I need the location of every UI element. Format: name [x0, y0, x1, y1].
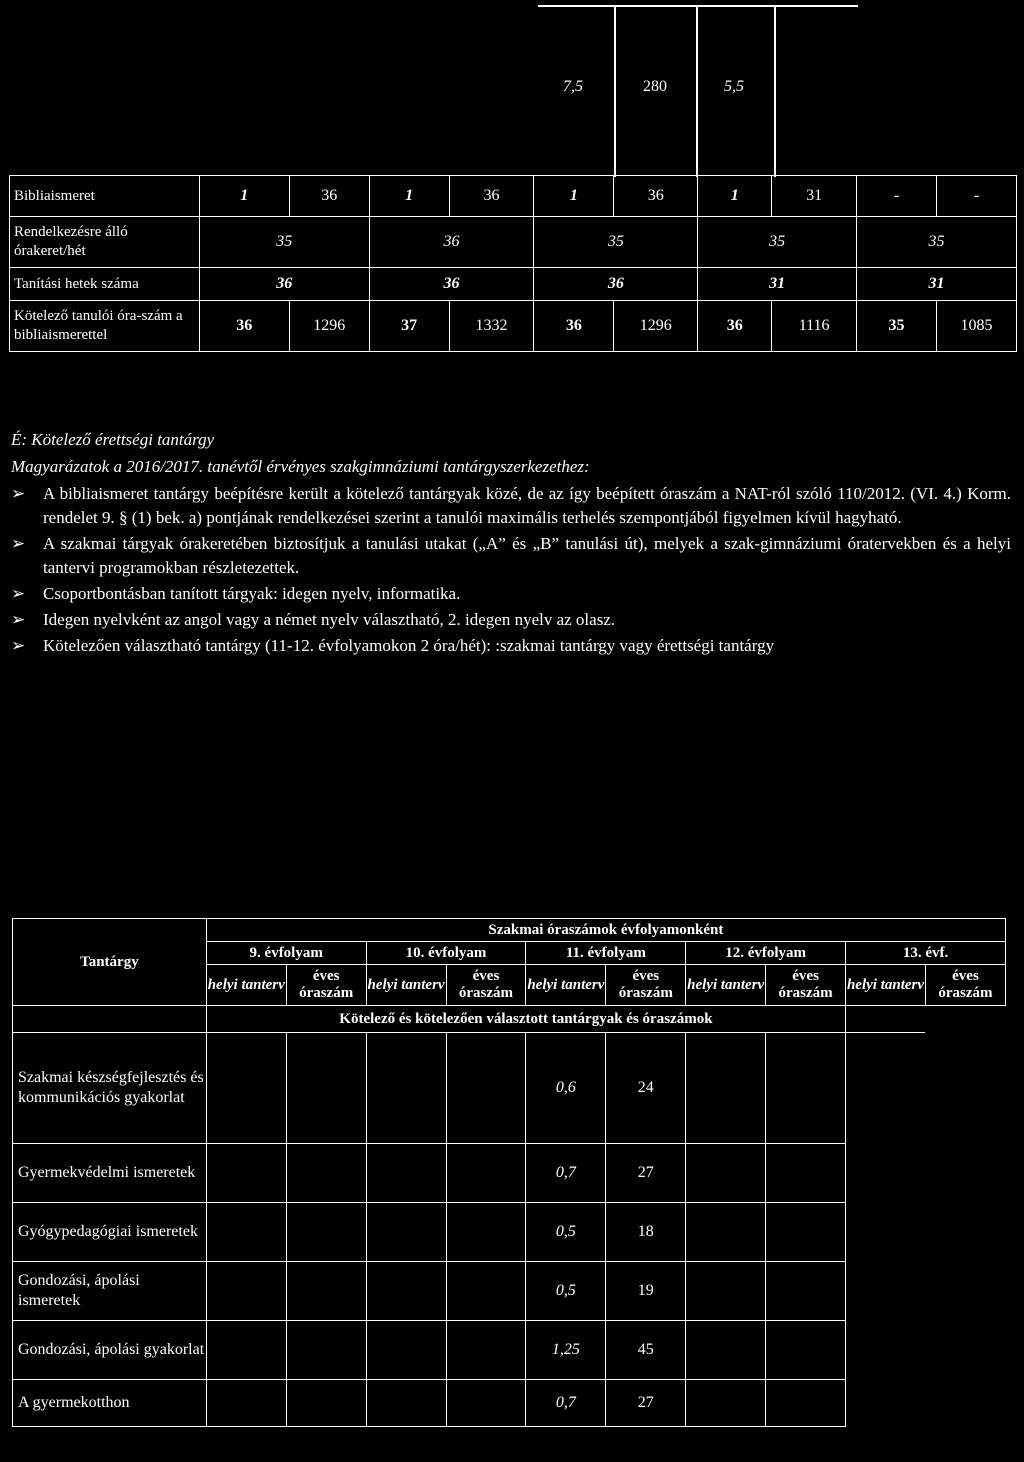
top-value: 7,5: [563, 78, 583, 95]
top-col-line: [774, 5, 776, 177]
row-label: Gondozási, ápolási ismeretek: [13, 1262, 207, 1321]
notes-heading: Magyarázatok a 2016/2017. tanévtől érvényes szakgimnáziumi tantárgyszerkezethez:: [11, 457, 590, 476]
grade-header: 9. évfolyam: [206, 942, 366, 965]
table-title: Szakmai óraszámok évfolyamonként: [206, 919, 1005, 942]
section-row: [13, 1006, 1006, 1033]
table-row: Gyermekvédelmi ismeretek 0,7 27: [13, 1144, 1006, 1203]
list-item: ➢ A bibliaismeret tantárgy beépítésre került a kötelező tantárgyak közé, de az így beépített óraszám a NAT-ról szóló 110/2012. (VI. 4.) Korm. rendelet 9. § (1) bek. a) pontjának rendelkezései szerint a tanulói maximális terhelés szempontjából figyelmen kívül hagyható.: [11, 484, 1011, 527]
grade-header: 12. évfolyam: [686, 942, 846, 965]
row-label: Tanítási hetek száma: [10, 268, 200, 301]
table-row: A gyermekotthon 0,7 27: [13, 1380, 1006, 1427]
list-item: ➢ Csoportbontásban tanított tárgyak: idegen nyelv, informatika.: [11, 582, 1011, 606]
subheader-row: helyi tanterv éves óraszám helyi tanterv éves óraszám helyi tanterv éves óraszám helyi tanterv éves óraszám helyi tanterv éves óraszám: [13, 965, 1006, 1006]
top-value: 280: [643, 78, 667, 95]
list-item: ➢ A szakmai tárgyak órakeretében biztosítjuk a tanulási utakat („A” és „B” tanulási út), melyek a szak-gimnáziumi óratervekben és a helyi tantervi programokban részletezettek.: [11, 534, 1011, 577]
list-item: ➢ Idegen nyelvként az angol vagy a német nyelv választható, 2. idegen nyelv az olasz.: [11, 608, 1011, 632]
row-label: Gyermekvédelmi ismeretek: [13, 1144, 207, 1203]
top-col-line: [614, 5, 616, 177]
legend-note: É: Kötelező érettségi tantárgy: [11, 430, 215, 449]
table-row: Gyógypedagógiai ismeretek 0,5 18: [13, 1203, 1006, 1262]
row-label: A gyermekotthon: [13, 1380, 207, 1427]
subject-header: Tantárgy: [13, 919, 207, 1006]
bullet-arrow-icon: ➢: [11, 484, 26, 503]
table-row: Tanítási hetek száma 36 36 36 31 31: [10, 268, 1017, 301]
grade-header: 11. évfolyam: [526, 942, 686, 965]
list-item: ➢ Kötelezően választható tantárgy (11-12. évfolyamokon 2 óra/hét): :szakmai tantárgy vagy érettségi tantárgy: [11, 634, 1011, 658]
section-header: Kötelező és kötelezően választott tantárgyak és óraszámok: [206, 1006, 845, 1033]
grade-header: 13. évf.: [846, 942, 1006, 965]
top-value: 5,5: [724, 78, 744, 95]
bullet-arrow-icon: ➢: [11, 534, 26, 553]
row-label: Kötelező tanulói óra-szám a bibliaismerettel: [10, 301, 200, 352]
row-label: Gondozási, ápolási gyakorlat: [13, 1321, 207, 1380]
row-label: Bibliaismeret: [10, 176, 200, 217]
header-row: [13, 919, 1006, 942]
grade-header: 10. évfolyam: [366, 942, 526, 965]
top-col-line: [696, 5, 698, 177]
top-border: [538, 5, 858, 7]
bullet-arrow-icon: ➢: [11, 636, 26, 655]
table-row: Bibliaismeret 1 36 1 36 1 36 1 31 - -: [10, 176, 1017, 217]
bullet-arrow-icon: ➢: [11, 584, 26, 603]
professional-hours-table: [12, 918, 1006, 1427]
row-label: Gyógypedagógiai ismeretek: [13, 1203, 207, 1262]
hours-table: [9, 175, 1017, 352]
bullet-arrow-icon: ➢: [11, 610, 26, 629]
row-label: Szakmai készségfejlesztés és kommunikációs gyakorlat: [13, 1033, 207, 1144]
table-row: Szakmai készségfejlesztés és kommunikációs gyakorlat 0,6 24: [13, 1033, 1006, 1144]
table-row: Gondozási, ápolási gyakorlat 1,25 45: [13, 1321, 1006, 1380]
row-label: Rendelkezésre álló órakeret/hét: [10, 217, 200, 268]
table-row: Gondozási, ápolási ismeretek 0,5 19: [13, 1262, 1006, 1321]
table-row: Rendelkezésre álló órakeret/hét 35 36 35 35 35: [10, 217, 1017, 268]
bullet-list: [11, 482, 1011, 658]
table-row: Kötelező tanulói óra-szám a bibliaismerettel 36 1296 37 1332 36 1296 36 1116 35 1085: [10, 301, 1017, 352]
